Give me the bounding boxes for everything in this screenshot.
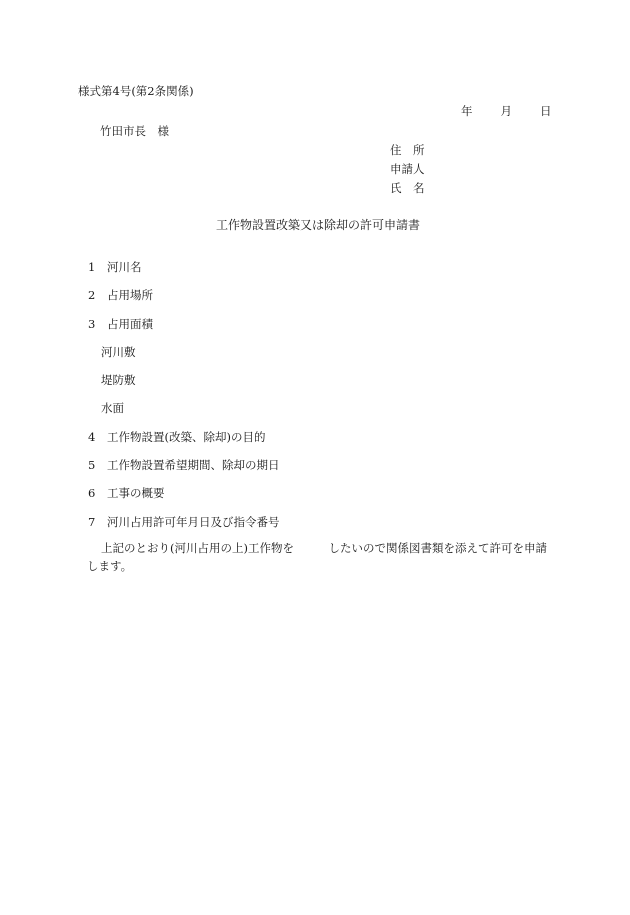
- address-label: 住 所: [390, 143, 425, 157]
- addressee: 竹田市長 様: [100, 124, 169, 138]
- item-label: 工事の概要: [107, 486, 165, 500]
- item-label: 占用場所: [107, 288, 153, 302]
- item-label: 工作物設置(改築、除却)の目的: [107, 430, 266, 444]
- subitem-embankment: 堤防敷: [101, 373, 136, 387]
- item-number: 7: [88, 515, 96, 529]
- item-river-name: [88, 260, 142, 274]
- date-day-label: 日: [540, 104, 552, 118]
- item-number: 4: [88, 430, 96, 444]
- applicant-label: 申請人: [390, 162, 425, 176]
- item-permit-reference: [88, 515, 280, 529]
- item-number: 5: [88, 458, 96, 472]
- item-label: 占用面積: [107, 317, 153, 331]
- application-statement: 上記のとおり(河川占用の上)工作物を したいので関係図書類を添えて許可を申請します。: [87, 541, 547, 573]
- item-purpose: [88, 430, 265, 444]
- item-number: 3: [88, 317, 96, 331]
- name-label: 氏 名: [390, 181, 425, 195]
- document-title: 工作物設置改築又は除却の許可申請書: [216, 218, 421, 232]
- form-number: 様式第4号(第2条関係): [78, 84, 194, 98]
- subitem-water-surface: 水面: [101, 401, 124, 415]
- date-line: [461, 104, 552, 118]
- subitem-riverbed: 河川敷: [101, 345, 136, 359]
- item-number: 6: [88, 486, 96, 500]
- item-occupancy-location: [88, 288, 153, 302]
- item-label: 河川名: [107, 260, 142, 274]
- item-work-outline: [88, 486, 165, 500]
- item-label: 工作物設置希望期間、除却の期日: [107, 458, 280, 472]
- item-number: 2: [88, 288, 96, 302]
- item-occupancy-area: [88, 317, 153, 331]
- date-month-label: 月: [500, 104, 512, 118]
- date-year-label: 年: [461, 104, 473, 118]
- item-label: 河川占用許可年月日及び指令番号: [107, 515, 280, 529]
- item-period: [88, 458, 280, 472]
- item-number: 1: [88, 260, 96, 274]
